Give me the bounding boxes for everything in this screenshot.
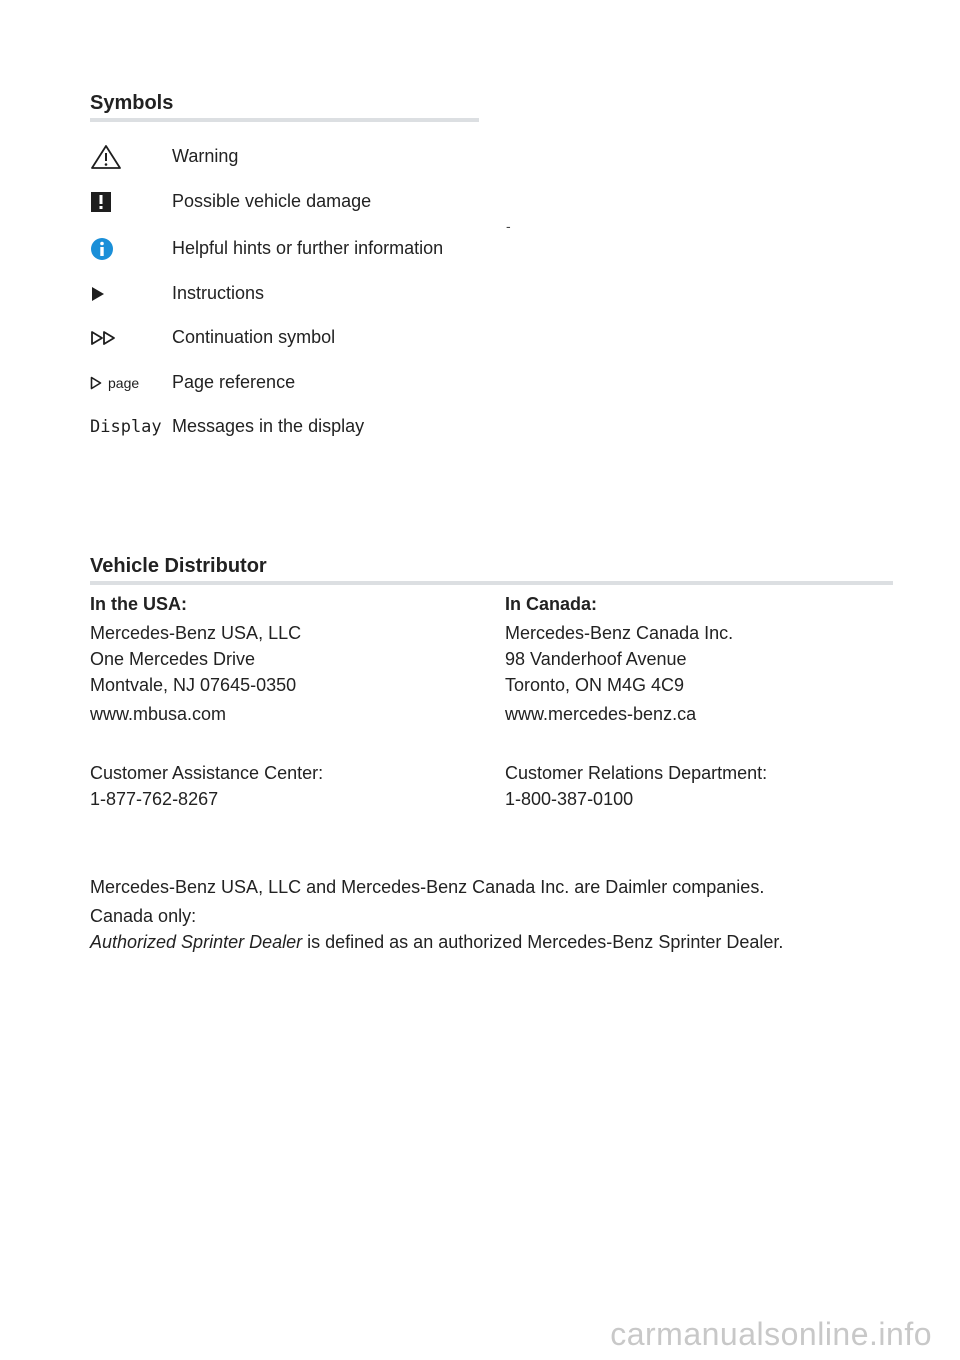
address-line: Mercedes-Benz USA, LLC bbox=[90, 623, 302, 643]
symbol-text: Continuation symbol bbox=[172, 327, 336, 347]
canada-heading: In Canada: bbox=[505, 594, 598, 614]
symbol-text: Page reference bbox=[172, 372, 296, 392]
display-label: Display bbox=[90, 417, 162, 437]
address-line: Mercedes-Benz Canada Inc. bbox=[505, 623, 734, 643]
symbol-text: Possible vehicle damage bbox=[172, 191, 372, 211]
symbol-row-info bbox=[90, 234, 490, 264]
symbol-row-page-reference bbox=[90, 368, 490, 398]
address-line: 98 Vanderhoof Avenue bbox=[505, 649, 687, 669]
symbol-text: Messages in the display bbox=[172, 416, 365, 436]
stray-mark: - bbox=[506, 218, 511, 234]
symbol-row-display bbox=[90, 412, 490, 442]
symbol-text: Warning bbox=[172, 146, 239, 166]
symbol-row-warning bbox=[90, 142, 490, 172]
canada-contact bbox=[505, 760, 767, 812]
canada-only-block bbox=[90, 903, 783, 955]
canada-address bbox=[505, 620, 733, 698]
page-reference-symbol bbox=[90, 375, 139, 391]
page-arrow-icon bbox=[90, 376, 102, 390]
canada-website: www.mercedes-benz.ca bbox=[505, 704, 697, 724]
contact-label: Customer Relations Department: bbox=[505, 763, 768, 783]
exclamation-box-icon bbox=[90, 187, 168, 217]
dealer-definition: is defined as an authorized Mercedes-Benz Sprinter Dealer. bbox=[302, 932, 784, 952]
double-arrow-icon bbox=[90, 323, 168, 353]
contact-label: Customer Assistance Center: bbox=[90, 763, 324, 783]
warning-triangle-icon bbox=[90, 142, 168, 172]
dealer-term: Authorized Sprinter Dealer bbox=[90, 932, 303, 952]
usa-website: www.mbusa.com bbox=[90, 704, 227, 724]
daimler-note: Mercedes-Benz USA, LLC and Mercedes-Benz Canada Inc. are Daimler companies. bbox=[90, 877, 765, 897]
symbols-title: Symbols bbox=[90, 92, 174, 114]
usa-heading: In the USA: bbox=[90, 594, 187, 614]
symbol-row-damage bbox=[90, 187, 490, 217]
usa-contact bbox=[90, 760, 323, 812]
symbol-text: Instructions bbox=[172, 283, 265, 303]
symbol-row-continuation bbox=[90, 323, 490, 353]
symbol-text: Helpful hints or further information bbox=[172, 238, 444, 258]
dealer-definition-line bbox=[90, 929, 783, 955]
address-line: One Mercedes Drive bbox=[90, 649, 256, 669]
watermark: carmanualsonline.info bbox=[610, 1316, 932, 1352]
usa-address bbox=[90, 620, 301, 698]
contact-phone: 1-877-762-8267 bbox=[90, 789, 219, 809]
triangle-right-icon bbox=[90, 279, 168, 309]
distributor-divider bbox=[90, 581, 893, 585]
symbol-row-instructions bbox=[90, 279, 490, 309]
symbols-divider bbox=[90, 118, 479, 122]
info-circle-icon bbox=[90, 234, 168, 264]
distributor-title: Vehicle Distributor bbox=[90, 555, 267, 577]
contact-phone: 1-800-387-0100 bbox=[505, 789, 634, 809]
page-label: page bbox=[108, 375, 140, 391]
address-line: Montvale, NJ 07645-0350 bbox=[90, 675, 297, 695]
canada-only-label: Canada only: bbox=[90, 906, 197, 926]
address-line: Toronto, ON M4G 4C9 bbox=[505, 675, 685, 695]
